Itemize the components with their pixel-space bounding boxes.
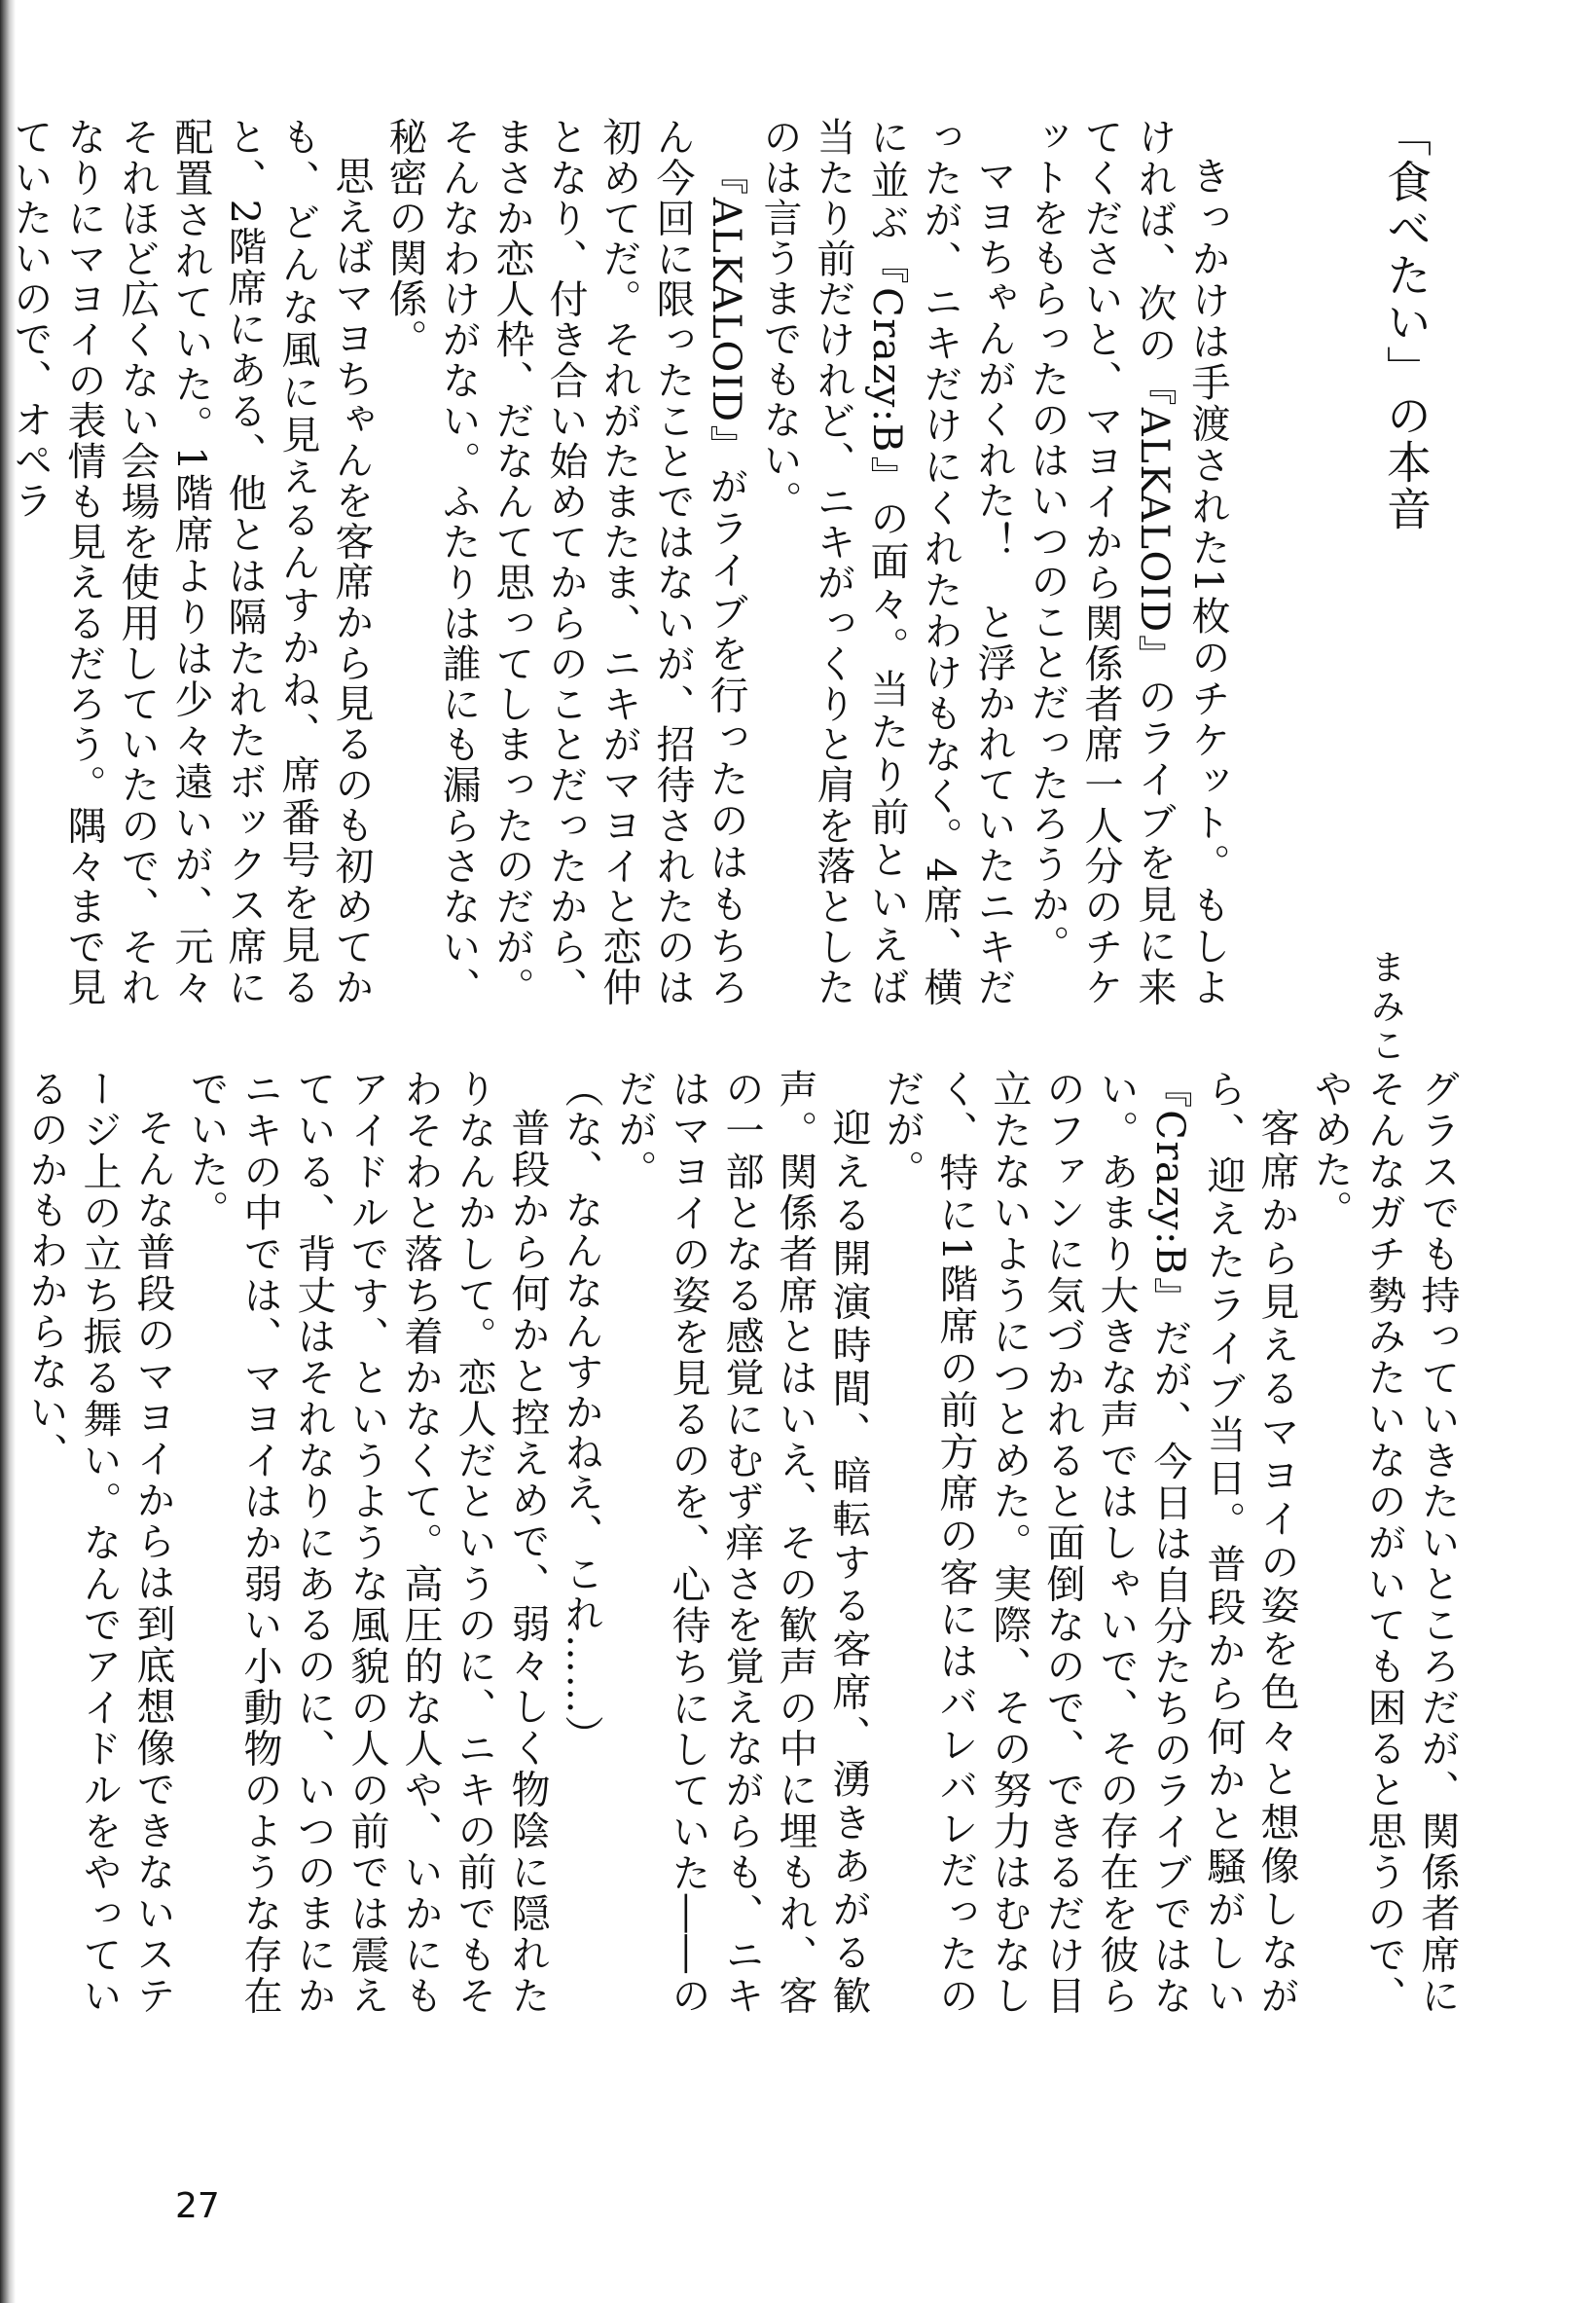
paragraph: そんな普段のマヨイからは到底想像できないステージ上の立ち振る舞い。なんでアイドルをやっているのかもわからない、 xyxy=(23,1069,175,2016)
paragraph: 迎える開演時間、暗転する客席、湧きあがる歓声。関係者席とはいえ、その歓声の中に埋もれ、客の一部となる感覚にむず痒さを覚えながらも、ニキはマヨイの姿を見るのを、心待ちにしていた――のだが。 xyxy=(612,1069,871,2016)
paragraph: マヨちゃんがくれた！ と浮かれていたニキだったが、ニキだけにくれたわけもなく。4席、横に並ぶ『Crazy:B』の面々。当たり前といえば当たり前だけれど、ニキがっくりと肩を落としたのは言うまでもない。 xyxy=(757,117,1016,1007)
paragraph: 客席から見えるマヨイの姿を色々と想像しながら、迎えたライブ当日。普段から何かと騒がしい『Crazy:B』だが、今日は自分たちのライブではない。あまり大きな声ではしゃいで、その存在を彼らのファンに気づかれると面倒なので、できるだけ目立たないようにつとめた。実際、その努力はむなしく、特に1階席の前方席の客にはバレバレだったのだが。 xyxy=(880,1069,1299,2016)
paragraph: グラスでも持っていきたいところだが、関係者席にそんなガチ勢みたいなのがいても困ると思うので、やめた。 xyxy=(1308,1069,1460,2016)
paragraph: 普段から何かと控えめで、弱々しく物陰に隠れたりなんかして。恋人だというのに、ニキの前でもそわそわと落ち着かなくて。高圧的な人や、いかにもアイドルです、というような風貌の人の前では震えている、背丈はそれなりにあるのに、いつのまにかニキの中では、マヨイはか弱い小動物のような存在でいた。 xyxy=(184,1069,550,2017)
paragraph: （な、なんなんすかねえ、これ……） xyxy=(559,1069,603,1756)
text-block-lower xyxy=(23,1069,1464,2017)
page-number: 27 xyxy=(175,2186,220,2226)
paragraph: 思えばマヨちゃんを客席から見るのも初めてかも、どんな風に見えるんすかね、席番号を見ると、2階席にある、他とは隔たれたボックス席に配置されていた。1階席よりは少々遠いが、元々それほど広くない会場を使用していたので、それなりにマヨイの表情も見えるだろう。隅々まで見ていたいので、オペラ xyxy=(8,117,374,1008)
story-title: 「食べたい」の本音 xyxy=(1380,112,1433,532)
paragraph: 『ALKALOID』がライブを行ったのはもちろん今回に限ったことではないが、招待されたのは初めてだ。それがたまたま、ニキがマヨイと恋仲となり、付き合い始めてからのことだったから、まさか恋人枠、だなんて思ってしまったのだが。そんなわけがない。ふたりは誰にも漏らさない、秘密の関係。 xyxy=(382,117,748,1007)
paragraph: きっかけは手渡された1枚のチケット。もしよければ、次の『ALKALOID』のライブを見に来てくださいと、マヨイから関係者席一人分のチケットをもらったのはいつのことだったろうか。 xyxy=(1025,117,1230,1007)
text-block-upper xyxy=(8,117,1234,1008)
author-name: まみこ xyxy=(1365,949,1405,1066)
